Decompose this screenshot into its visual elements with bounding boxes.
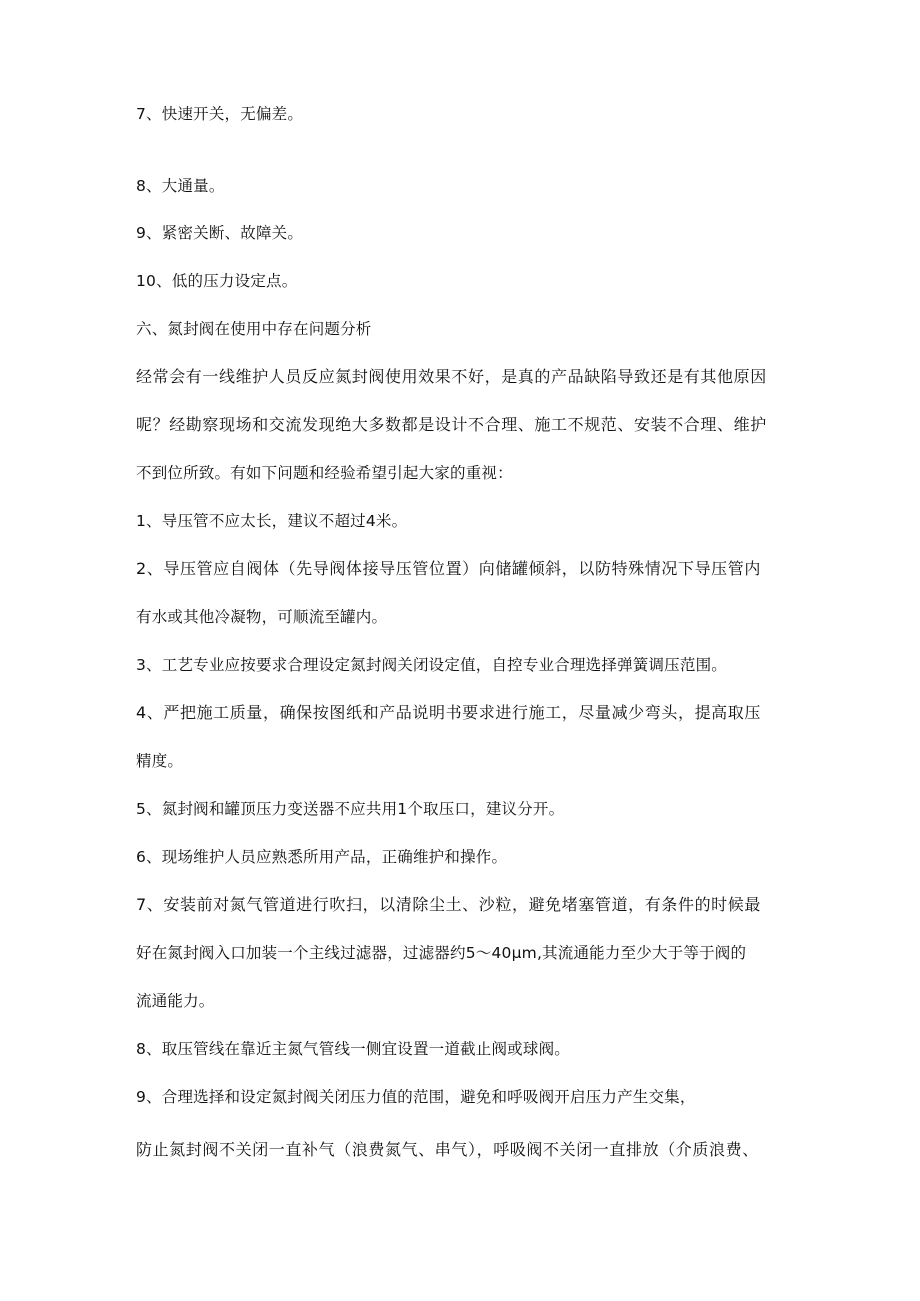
text-line-item-8-large-flow: 8、大通量。 bbox=[136, 177, 225, 195]
list-item-7-line-3: 流通能力。 bbox=[136, 992, 215, 1010]
list-item-4-line-1: 4、严把施工质量，确保按图纸和产品说明书要求进行施工，尽量减少弯头，提高取压 bbox=[136, 703, 761, 722]
list-item-2-line-2: 有水或其他冷凝物，可顺流至罐内。 bbox=[136, 608, 388, 626]
text-line-item-7-fast-switch: 7、快速开关，无偏差。 bbox=[136, 105, 304, 123]
list-item-1: 1、导压管不应太长，建议不超过4米。 bbox=[136, 512, 408, 530]
list-item-4-line-2: 精度。 bbox=[136, 752, 184, 770]
paragraph-intro-line-3: 不到位所致。有如下问题和经验希望引起大家的重视： bbox=[136, 464, 513, 482]
text-line-item-9-tight-shutoff: 9、紧密关断、故障关。 bbox=[136, 224, 304, 242]
list-item-8: 8、取压管线在靠近主氮气管线一侧宜设置一道截止阀或球阀。 bbox=[136, 1040, 570, 1058]
paragraph-intro-line-1: 经常会有一线维护人员反应氮封阀使用效果不好，是真的产品缺陷导致还是有其他原因 bbox=[136, 367, 767, 386]
list-item-7-line-2: 好在氮封阀入口加装一个主线过滤器，过滤器约5～40μm,其流通能力至少大于等于阀的 bbox=[136, 944, 747, 962]
list-item-6: 6、现场维护人员应熟悉所用产品，正确维护和操作。 bbox=[136, 848, 508, 866]
text-line-item-10-low-setpoint: 10、低的压力设定点。 bbox=[136, 272, 298, 290]
list-item-7-line-1: 7、安装前对氮气管道进行吹扫，以清除尘土、沙粒，避免堵塞管道，有条件的时候最 bbox=[136, 895, 761, 914]
paragraph-intro-line-2: 呢？经勘察现场和交流发现绝大多数都是设计不合理、施工不规范、安装不合理、维护 bbox=[136, 415, 767, 434]
list-item-9-line-1: 9、合理选择和设定氮封阀关闭压力值的范围，避免和呼吸阀开启压力产生交集， bbox=[136, 1088, 696, 1106]
list-item-9-line-2: 防止氮封阀不关闭一直补气（浪费氮气、串气），呼吸阀不关闭一直排放（介质浪费、 bbox=[136, 1140, 759, 1159]
list-item-5: 5、氮封阀和罐顶压力变送器不应共用1个取压口，建议分开。 bbox=[136, 800, 565, 818]
section-heading-problem-analysis: 六、氮封阀在使用中存在问题分析 bbox=[136, 320, 372, 338]
list-item-2-line-1: 2、导压管应自阀体（先导阀体接导压管位置）向储罐倾斜，以防特殊情况下导压管内 bbox=[136, 559, 761, 578]
list-item-3: 3、工艺专业应按要求合理设定氮封阀关闭设定值，自控专业合理选择弹簧调压范围。 bbox=[136, 656, 727, 674]
